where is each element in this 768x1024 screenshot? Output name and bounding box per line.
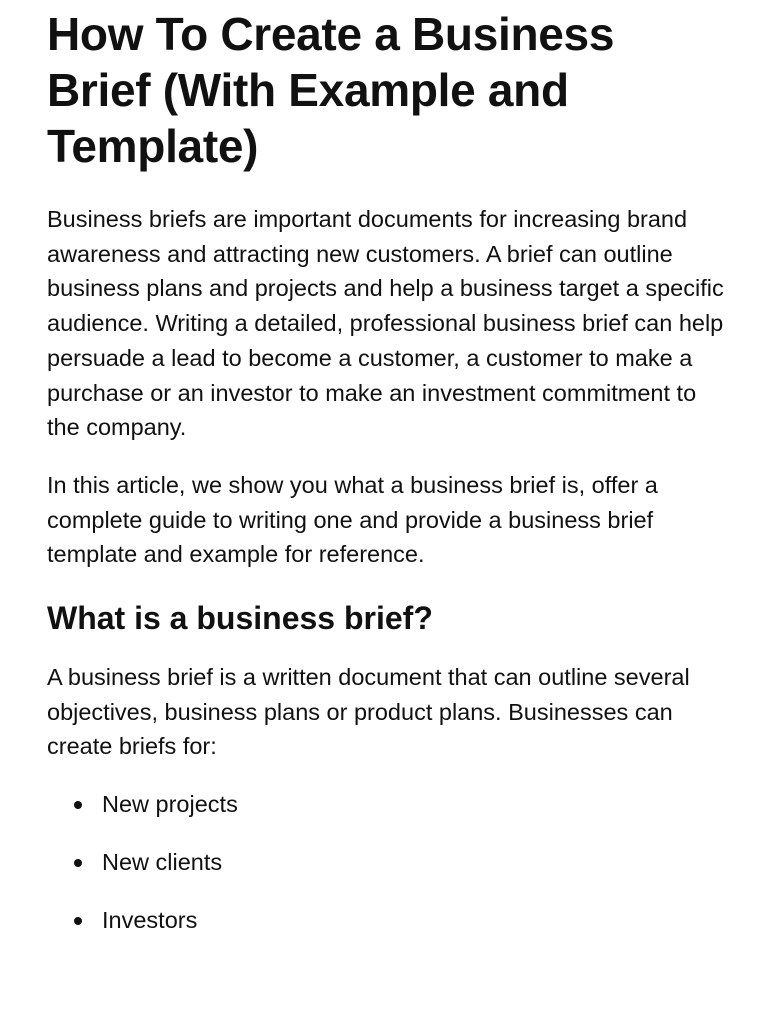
intro-paragraph: Business briefs are important documents for increasing brand awareness and attracting new customers. A brief can outline business plans and projects and help a business target a specific audience. Writing a detailed, professional business brief can help persuade a lead to become a customer, a customer to make a purchase or an investor to make an investment commitment to the company.	[47, 206, 724, 441]
intro-paragraph: In this article, we show you what a business brief is, offer a complete guide to writing one and provide a business brief template and example for reference.	[47, 471, 658, 568]
list-item	[74, 903, 724, 938]
brief-types-list	[47, 787, 724, 938]
list-item-label: New projects	[102, 791, 238, 818]
definition-paragraph: A business brief is a written document that can outline several objectives, business plans or product plans. Businesses can create briefs for:	[47, 664, 690, 760]
section-heading: What is a business brief?	[47, 600, 433, 637]
bullet-icon	[74, 801, 82, 809]
list-item-label: New clients	[102, 849, 223, 876]
bullet-icon	[74, 917, 82, 925]
article-title: How To Create a Business Brief (With Example and Template)	[47, 8, 615, 172]
list-item-label: Investors	[102, 907, 198, 934]
bullet-icon	[74, 859, 82, 867]
list-item	[74, 845, 724, 880]
list-item	[74, 787, 724, 822]
